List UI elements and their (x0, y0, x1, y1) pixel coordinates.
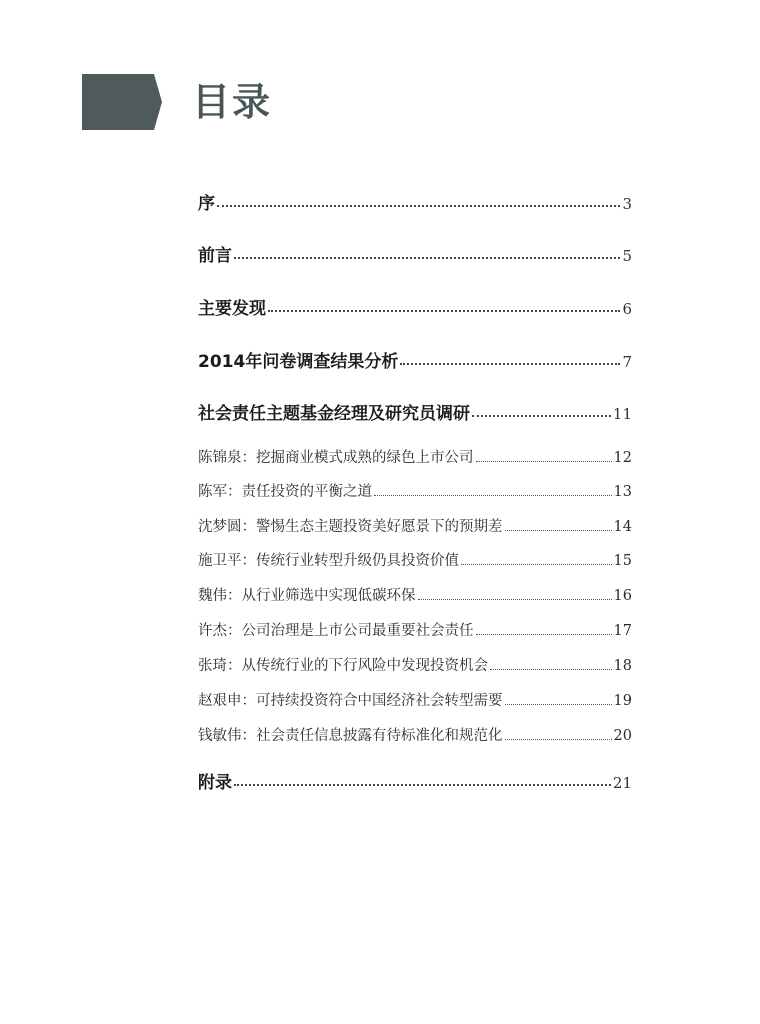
dot-leader (217, 205, 620, 207)
toc-page-number: 6 (622, 300, 632, 318)
toc-entry-label: 2014年问卷调查结果分析 (198, 352, 399, 372)
toc-page-number: 5 (622, 247, 632, 265)
toc-entry-label: 许杰：公司治理是上市公司最重要社会责任 (198, 623, 474, 639)
toc-entry-label: 钱敏伟：社会责任信息披露有待标准化和规范化 (198, 728, 503, 744)
toc-subentry[interactable] (198, 619, 632, 641)
toc-entry-label: 魏伟：从行业筛选中实现低碳环保 (198, 588, 416, 604)
chapter-tab-marker (82, 74, 162, 130)
toc-entry-foreword[interactable] (198, 241, 632, 267)
toc-subentry[interactable] (198, 549, 632, 571)
toc-page-number: 20 (613, 728, 632, 744)
dot-leader (476, 634, 612, 635)
toc-page-number: 17 (613, 623, 632, 639)
dot-leader (268, 310, 620, 312)
toc-entry-label: 沈梦圆：警惕生态主题投资美好愿景下的预期差 (198, 519, 503, 535)
toc-page-number: 14 (613, 519, 632, 535)
dot-leader (418, 599, 612, 600)
toc-entry-preface[interactable] (198, 189, 632, 215)
toc-entry-label: 陈军：责任投资的平衡之道 (198, 484, 372, 500)
toc-page-number: 13 (613, 484, 632, 500)
toc-entry-fund-manager-research[interactable] (198, 399, 632, 425)
toc-entry-label: 附录 (198, 773, 232, 793)
dot-leader (234, 257, 620, 259)
dot-leader (505, 530, 612, 531)
toc-entry-label: 施卫平：传统行业转型升级仍具投资价值 (198, 553, 459, 569)
dot-leader (490, 669, 612, 670)
dot-leader (505, 704, 612, 705)
toc-page-number: 21 (612, 774, 632, 792)
toc-entry-label: 张琦：从传统行业的下行风险中发现投资机会 (198, 658, 488, 674)
toc-page-number: 11 (612, 405, 632, 423)
toc-subentry[interactable] (198, 584, 632, 606)
toc-entry-label: 主要发现 (198, 299, 266, 319)
toc-subentry[interactable] (198, 654, 632, 676)
toc-page-number: 12 (613, 450, 632, 466)
dot-leader (374, 495, 612, 496)
dot-leader (400, 363, 620, 365)
toc-entry-appendix[interactable] (198, 768, 632, 794)
toc-entry-label: 陈锦泉：挖掘商业模式成熟的绿色上市公司 (198, 450, 474, 466)
toc-subentry[interactable] (198, 480, 632, 502)
toc-entry-label: 前言 (198, 246, 232, 266)
toc-entry-label: 序 (198, 194, 215, 214)
toc-entry-key-findings[interactable] (198, 294, 632, 320)
dot-leader (461, 564, 612, 565)
toc-subentry[interactable] (198, 446, 632, 468)
toc-subentry[interactable] (198, 724, 632, 746)
dot-leader (505, 739, 612, 740)
toc-entry-label: 赵艰申：可持续投资符合中国经济社会转型需要 (198, 693, 503, 709)
toc-page-number: 19 (613, 693, 632, 709)
toc-page-number: 3 (622, 195, 632, 213)
toc-entry-label: 社会责任主题基金经理及研究员调研 (198, 404, 470, 424)
toc-page-number: 15 (613, 553, 632, 569)
toc-subentry[interactable] (198, 515, 632, 537)
toc-entry-survey-analysis[interactable] (198, 347, 632, 373)
toc-page-number: 7 (622, 353, 632, 371)
page-title: 目录 (192, 80, 273, 124)
dot-leader (472, 415, 611, 417)
toc-page-number: 16 (613, 588, 632, 604)
toc-page-number: 18 (613, 658, 632, 674)
toc-subentry[interactable] (198, 689, 632, 711)
dot-leader (476, 461, 612, 462)
dot-leader (234, 784, 611, 786)
